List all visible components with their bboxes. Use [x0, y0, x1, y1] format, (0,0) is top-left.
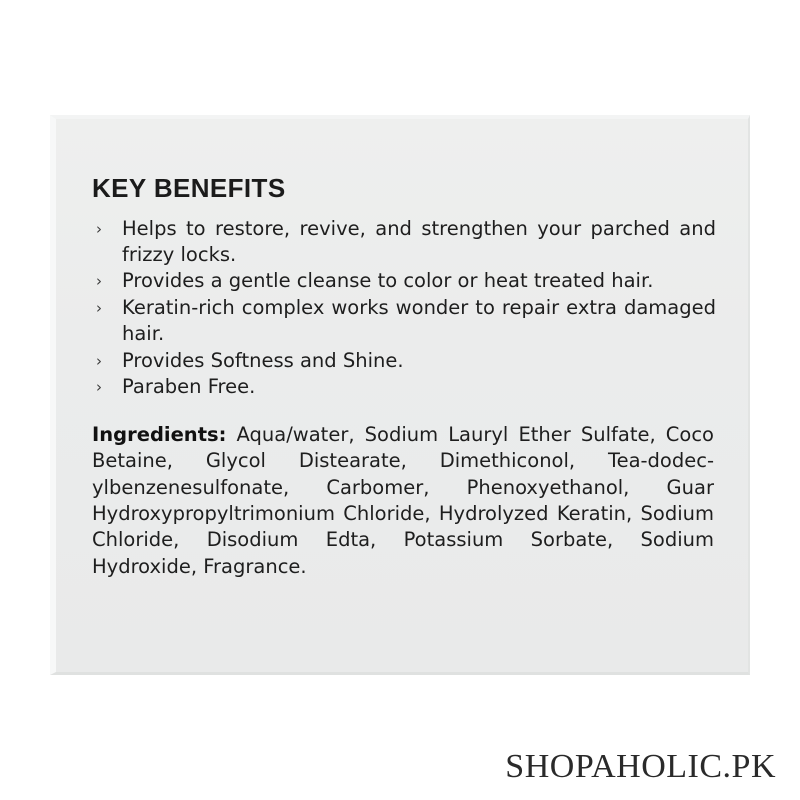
bullet-icon: › [96, 272, 102, 291]
watermark-shopaholic: SHOPAHOLIC.PK [505, 748, 776, 785]
label-surface [56, 119, 748, 672]
list-item [92, 374, 718, 400]
key-benefits-heading: KEY BENEFITS [92, 173, 286, 203]
label-panel [50, 115, 750, 675]
ingredients-text: Aqua/water, Sodium Lauryl Ether Sulfate, Coco Betaine, Glycol Distearate, Dimethiconol, Tea-dodec-ylbenzenesulfonate, Carbomer, Phenoxyethanol, Guar Hydroxypropyltrimonium Chloride, Hydrolyzed Keratin, Sodium Chloride, Disodium Edta, Potassium Sorbate, Sodium Hydroxide, Fragrance. [92, 423, 714, 578]
label-content [92, 173, 718, 600]
benefit-text: Paraben Free. [122, 375, 256, 399]
benefit-text: Keratin-rich complex works wonder to repair extra damaged hair. [122, 296, 716, 345]
list-item [92, 348, 718, 374]
benefit-text: Provides Softness and Shine. [122, 348, 404, 372]
bullet-icon: › [96, 378, 102, 397]
list-item [92, 295, 718, 346]
list-item [92, 216, 718, 267]
benefits-list [92, 216, 718, 400]
benefit-text: Helps to restore, revive, and strengthen your parched and frizzy locks. [122, 217, 716, 266]
ingredients-label: Ingredients: [92, 423, 227, 447]
bullet-icon: › [96, 220, 102, 238]
list-item [92, 268, 718, 294]
benefit-text: Provides a gentle cleanse to color or heat treated hair. [122, 269, 654, 293]
bullet-icon: › [96, 351, 102, 370]
ingredients-paragraph [92, 422, 718, 580]
bullet-icon: › [96, 299, 102, 318]
